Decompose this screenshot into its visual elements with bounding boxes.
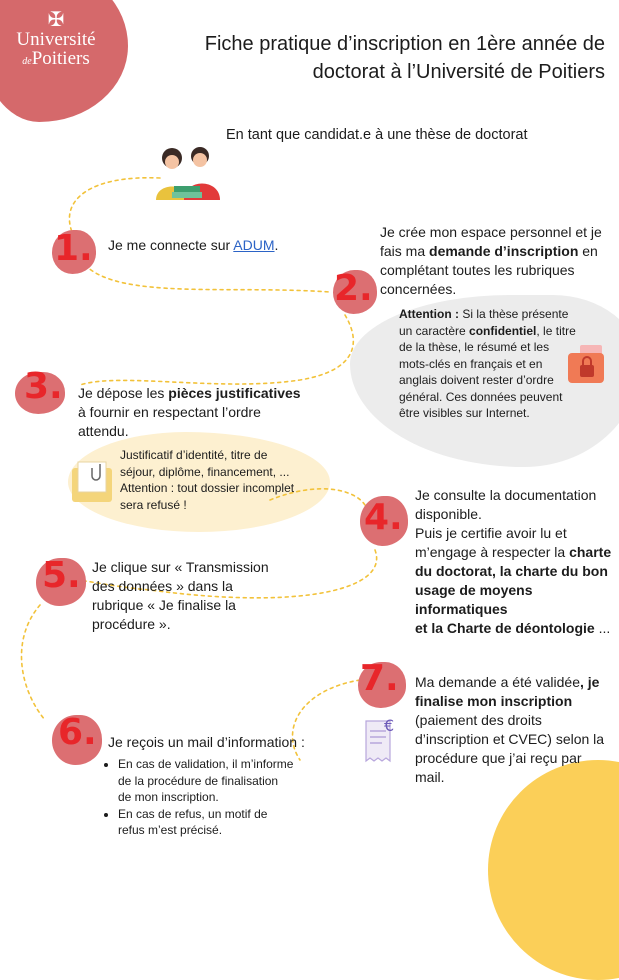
documents-folder-icon xyxy=(70,460,114,504)
confidential-folder-lock-icon xyxy=(566,343,608,389)
step-5-number: 5. xyxy=(42,555,81,596)
logo-line-universite: Université xyxy=(16,29,96,50)
step-1-text: Je me connecte sur ADUM. xyxy=(108,237,279,253)
step-1-number: 1. xyxy=(54,228,93,269)
logo-line-poitiers: dePoitiers xyxy=(22,48,90,69)
step-2-text: Je crée mon espace personnel et je fais ma demande d’inscription en complétant toutes les rubriques concernées. xyxy=(380,224,602,297)
euro-receipt-icon xyxy=(360,713,406,765)
step-3-documents-note: Justificatif d’identité, titre de séjour, diplôme, financement, ... Attention : tout dossier incomplet sera refusé ! xyxy=(120,448,295,512)
step-6-bullet-validation: • En cas de validation, il m’informe de la procédure de finalisation de mon inscription. xyxy=(118,756,307,806)
step-5-text: Je clique sur « Transmission des données » dans la rubrique « Je finalise la procédure ». xyxy=(92,559,269,632)
step-7-number: 7. xyxy=(360,658,399,699)
logo-crest: ✠ xyxy=(47,9,65,31)
page-title xyxy=(140,30,605,86)
step-6-number: 6. xyxy=(58,712,97,753)
svg-text:€: € xyxy=(384,716,395,735)
step-6-bullets xyxy=(107,756,307,839)
universite-poitiers-logo xyxy=(0,10,112,71)
step-7-text: Ma demande a été validée, je finalise mon inscription (paiement des droits d’inscription et CVEC) selon la procédure que j’ai reçu par mail. xyxy=(415,674,605,785)
subtitle: En tant que candidat.e à une thèse de doctorat xyxy=(226,127,528,143)
step-4-number: 4. xyxy=(364,497,403,538)
candidates-illustration-icon xyxy=(150,142,225,200)
adum-link[interactable]: ADUM xyxy=(233,237,275,253)
step-2-number: 2. xyxy=(334,268,373,309)
step-2-attention-note: Attention : Si la thèse présente un caractère confidentiel, le titre de la thèse, le résumé et les mots-clés en français et en anglais doivent rester d’ordre général. Ces données peuvent être visibles sur Internet. xyxy=(399,307,576,420)
step-4-text: Je consulte la documentation disponible. Puis je certifie avoir lu et m’engage à respecter la charte du doctorat, la charte du bon usage de moyens informatiques et la Charte de déontologie ... xyxy=(415,487,612,636)
step-6-text: Je reçois un mail d’information : xyxy=(108,734,305,750)
step-3-number: 3. xyxy=(24,366,63,407)
step-3-text: Je dépose les pièces justificatives à fournir en respectant l’ordre attendu. xyxy=(78,385,301,439)
title-line-1: Fiche pratique d’inscription en 1ère année de xyxy=(204,33,605,55)
title-line-2: doctorat à l’Université de Poitiers xyxy=(312,61,605,83)
step-6-bullet-refusal: • En cas de refus, un motif de refus m’est précisé. xyxy=(118,806,307,839)
